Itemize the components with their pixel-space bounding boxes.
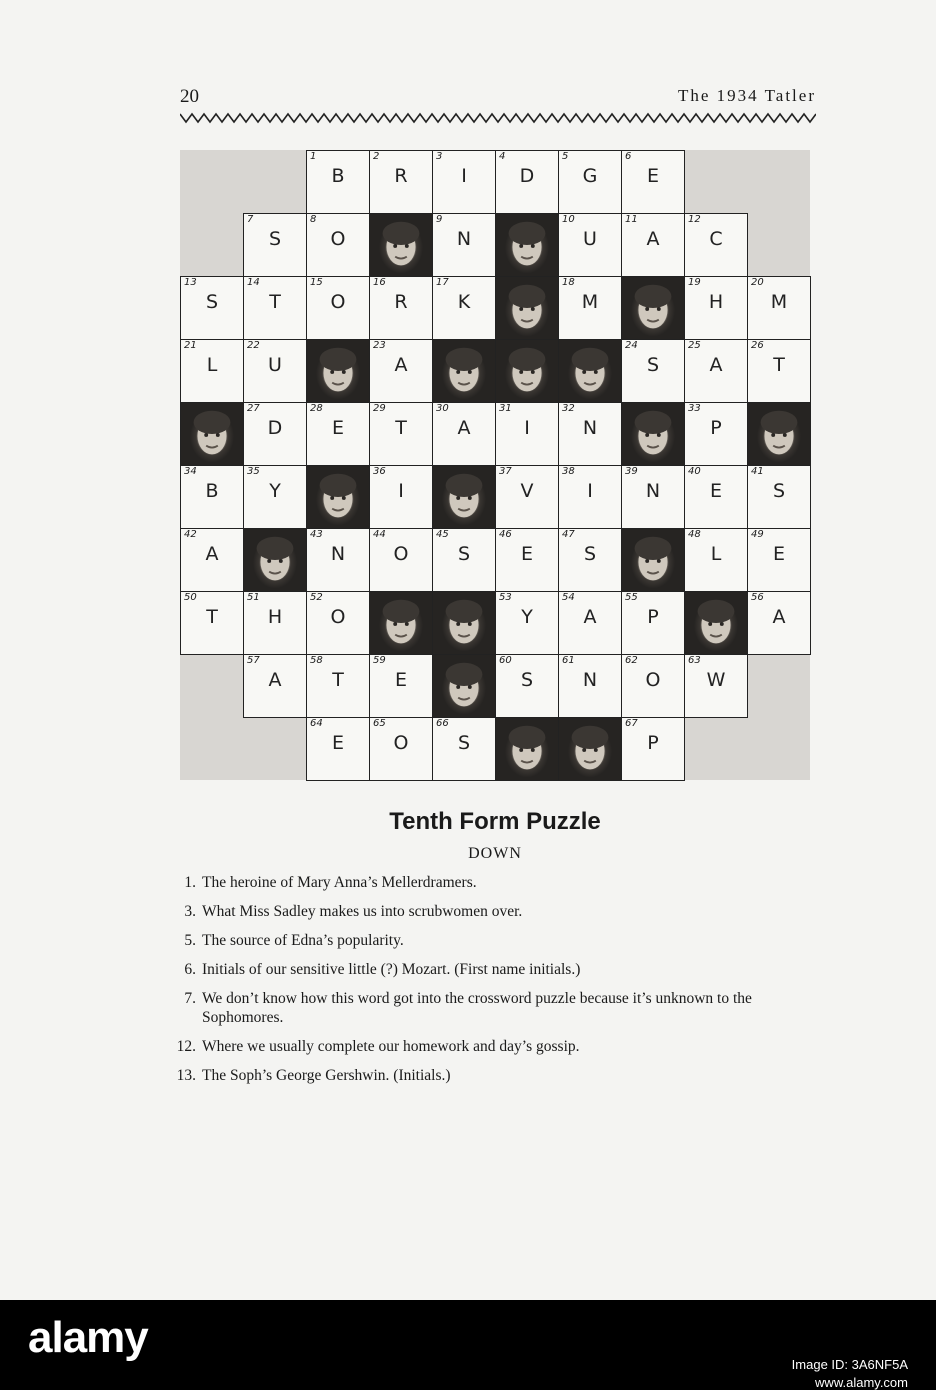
portrait-photo [432, 465, 496, 529]
portrait-photo [432, 339, 496, 403]
crossword-cell [180, 528, 244, 592]
crossword-cell [369, 339, 433, 403]
cell-number: 59 [373, 655, 386, 666]
cell-number: 15 [310, 277, 323, 288]
portrait-photo [495, 213, 559, 277]
crossword-cell [747, 591, 811, 655]
cell-letter: A [583, 606, 597, 628]
portrait-photo [558, 717, 622, 781]
portrait-photo [306, 465, 370, 529]
crossword-cell [621, 339, 685, 403]
portrait-photo [684, 591, 748, 655]
running-title: The 1934 Tatler [677, 86, 816, 105]
crossword-cell [432, 276, 496, 340]
cell-letter: E [331, 732, 344, 754]
cell-number: 24 [625, 340, 638, 351]
cell-letter: O [330, 291, 346, 313]
portrait-photo [306, 339, 370, 403]
cell-letter: N [582, 669, 598, 691]
cell-letter: S [205, 291, 219, 313]
alamy-logo: alamy [28, 1313, 148, 1362]
portrait-photo [432, 654, 496, 718]
portrait-photo [495, 717, 559, 781]
cell-number: 19 [688, 277, 701, 288]
cell-letter: A [457, 417, 471, 439]
cell-letter: B [205, 480, 219, 502]
crossword-cell [621, 465, 685, 529]
clue-number: 5. [184, 932, 196, 949]
crossword-cell [243, 465, 307, 529]
crossword-cell [747, 528, 811, 592]
cell-letter: S [457, 732, 471, 754]
cell-number: 6 [625, 151, 632, 162]
cell-letter: R [394, 291, 408, 313]
crossword-cell [495, 591, 559, 655]
cell-letter: I [587, 480, 593, 502]
cell-letter: W [706, 669, 726, 691]
crossword-cell [558, 528, 622, 592]
cell-letter: M [581, 291, 599, 313]
cell-letter: K [457, 291, 471, 313]
crossword-cell [243, 213, 307, 277]
crossword-cell [684, 654, 748, 718]
cell-letter: O [393, 543, 409, 565]
crossword-cell [369, 654, 433, 718]
site-url: www.alamy.com [815, 1375, 908, 1390]
cell-number: 47 [562, 529, 575, 540]
portrait-photo [369, 213, 433, 277]
crossword-cell [747, 339, 811, 403]
cell-letter: E [646, 165, 659, 187]
cell-number: 29 [373, 403, 386, 414]
cell-number: 61 [562, 655, 575, 666]
portrait-photo [558, 339, 622, 403]
cell-letter: P [710, 417, 722, 439]
cell-letter: Y [269, 480, 281, 502]
clue-item [172, 1066, 820, 1085]
cell-letter: E [331, 417, 344, 439]
cell-letter: S [772, 480, 786, 502]
cell-number: 62 [625, 655, 638, 666]
crossword-cell [495, 465, 559, 529]
cell-number: 45 [436, 529, 449, 540]
crossword-cell [369, 528, 433, 592]
cell-letter: O [393, 732, 409, 754]
clue-item [172, 931, 820, 950]
crossword-cell [747, 276, 811, 340]
cell-number: 21 [184, 340, 197, 351]
crossword-cell [558, 654, 622, 718]
crossword-cell [432, 213, 496, 277]
cell-letter: A [646, 228, 660, 250]
crossword-cell [495, 528, 559, 592]
decorative-zigzag-rule [180, 112, 816, 124]
cell-number: 23 [373, 340, 386, 351]
crossword-cell [306, 213, 370, 277]
cell-number: 7 [247, 214, 254, 225]
clue-number: 1. [184, 874, 196, 891]
crossword-cell [243, 402, 307, 466]
cell-number: 14 [247, 277, 260, 288]
cell-number: 60 [499, 655, 512, 666]
cell-letter: A [709, 354, 723, 376]
cell-letter: N [456, 228, 472, 250]
cell-letter: A [205, 543, 219, 565]
cell-letter: N [582, 417, 598, 439]
cell-number: 58 [310, 655, 323, 666]
cell-letter: O [330, 606, 346, 628]
crossword-cell [558, 150, 622, 214]
crossword-cell [558, 591, 622, 655]
crossword-cell [243, 339, 307, 403]
portrait-photo [369, 591, 433, 655]
cell-letter: M [770, 291, 788, 313]
clues-section-heading: DOWN [468, 845, 522, 862]
crossword-cell [243, 276, 307, 340]
cell-letter: C [709, 228, 723, 250]
cell-letter: N [645, 480, 661, 502]
clue-number: 7. [184, 990, 196, 1007]
cell-number: 50 [184, 592, 197, 603]
cell-number: 27 [247, 403, 260, 414]
portrait-photo [180, 402, 244, 466]
clue-text: What Miss Sadley makes us into scrubwomen over. [202, 903, 523, 920]
cell-letter: H [267, 606, 283, 628]
cell-number: 5 [562, 151, 569, 162]
crossword-cell [243, 591, 307, 655]
crossword-cell [243, 654, 307, 718]
cell-number: 17 [436, 277, 449, 288]
crossword-cell [684, 528, 748, 592]
cell-number: 48 [688, 529, 701, 540]
cell-number: 18 [562, 277, 575, 288]
portrait-photo [747, 402, 811, 466]
portrait-photo [495, 339, 559, 403]
cell-letter: E [520, 543, 533, 565]
cell-number: 41 [751, 466, 764, 477]
cell-letter: D [519, 165, 535, 187]
crossword-cell [684, 213, 748, 277]
crossword-cell [495, 402, 559, 466]
cell-number: 13 [184, 277, 197, 288]
crossword-cell [369, 150, 433, 214]
crossword-cell [621, 150, 685, 214]
cell-number: 22 [247, 340, 260, 351]
crossword-cell [369, 276, 433, 340]
cell-letter: S [457, 543, 471, 565]
cell-number: 31 [499, 403, 512, 414]
crossword-cell [558, 213, 622, 277]
crossword-grid [180, 150, 810, 780]
clue-text: The source of Edna’s popularity. [202, 932, 404, 949]
crossword-cell [558, 465, 622, 529]
clue-text: Initials of our sensitive little (?) Mozart. (First name initials.) [202, 961, 581, 978]
cell-number: 1 [310, 151, 317, 162]
cell-number: 64 [310, 718, 323, 729]
cell-letter: T [269, 291, 281, 313]
crossword-cell [306, 150, 370, 214]
cell-letter: I [398, 480, 404, 502]
cell-number: 10 [562, 214, 575, 225]
crossword-cell [432, 717, 496, 781]
cell-number: 9 [436, 214, 443, 225]
crossword-cell [495, 150, 559, 214]
cell-letter: S [268, 228, 282, 250]
clue-item [172, 960, 820, 979]
crossword-cell [180, 465, 244, 529]
cell-letter: V [520, 480, 534, 502]
cell-number: 44 [373, 529, 386, 540]
cell-number: 63 [688, 655, 701, 666]
cell-number: 51 [247, 592, 260, 603]
cell-letter: S [520, 669, 534, 691]
image-meta [792, 1356, 908, 1392]
crossword-cell [432, 402, 496, 466]
clue-item [172, 1037, 820, 1056]
crossword-cell [180, 276, 244, 340]
crossword-cell [306, 654, 370, 718]
cell-letter: L [206, 354, 218, 376]
crossword-cell [621, 591, 685, 655]
cell-letter: O [330, 228, 346, 250]
cell-letter: D [267, 417, 283, 439]
cell-number: 16 [373, 277, 386, 288]
crossword-cell [684, 276, 748, 340]
cell-number: 39 [625, 466, 638, 477]
cell-letter: U [268, 354, 282, 376]
cell-number: 30 [436, 403, 449, 414]
cell-letter: B [331, 165, 345, 187]
cell-number: 20 [751, 277, 764, 288]
crossword-cell [369, 465, 433, 529]
portrait-photo [621, 402, 685, 466]
cell-letter: T [332, 669, 344, 691]
cell-letter: P [647, 606, 659, 628]
cell-number: 36 [373, 466, 386, 477]
crossword-cell [621, 654, 685, 718]
cell-number: 53 [499, 592, 512, 603]
cell-number: 8 [310, 214, 317, 225]
crossword-cell [558, 402, 622, 466]
portrait-photo [495, 276, 559, 340]
cell-letter: S [646, 354, 660, 376]
cell-number: 40 [688, 466, 701, 477]
cell-number: 12 [688, 214, 701, 225]
crossword-cell [747, 465, 811, 529]
cell-number: 34 [184, 466, 197, 477]
cell-number: 4 [499, 151, 506, 162]
cell-number: 42 [184, 529, 197, 540]
crossword-cell [306, 528, 370, 592]
crossword-cell [306, 402, 370, 466]
clue-text: We don’t know how this word got into the crossword puzzle because it’s unknown to the Sophomores. [202, 990, 752, 1026]
cell-number: 35 [247, 466, 260, 477]
cell-letter: E [772, 543, 785, 565]
cell-letter: E [709, 480, 722, 502]
cell-letter: U [583, 228, 597, 250]
clue-number: 12. [176, 1038, 196, 1055]
crossword-cell [369, 717, 433, 781]
cell-letter: G [582, 165, 598, 187]
portrait-photo [432, 591, 496, 655]
cell-letter: R [394, 165, 408, 187]
cell-number: 38 [562, 466, 575, 477]
cell-letter: A [772, 606, 786, 628]
cell-number: 32 [562, 403, 575, 414]
cell-number: 54 [562, 592, 575, 603]
cell-number: 57 [247, 655, 260, 666]
crossword-cell [306, 591, 370, 655]
crossword-cell [306, 717, 370, 781]
portrait-photo [621, 528, 685, 592]
clue-list [172, 873, 820, 1095]
cell-letter: I [461, 165, 467, 187]
cell-letter: P [647, 732, 659, 754]
clue-text: The heroine of Mary Anna’s Mellerdramers. [202, 874, 477, 891]
cell-number: 37 [499, 466, 512, 477]
cell-number: 3 [436, 151, 443, 162]
cell-number: 2 [373, 151, 380, 162]
cell-letter: L [710, 543, 722, 565]
cell-letter: I [524, 417, 530, 439]
cell-number: 55 [625, 592, 638, 603]
crossword-cell [684, 339, 748, 403]
cell-number: 26 [751, 340, 764, 351]
crossword-cell [558, 276, 622, 340]
cell-number: 11 [625, 214, 638, 225]
clue-number: 3. [184, 903, 196, 920]
image-id: Image ID: 3A6NF5A [791, 1357, 908, 1372]
page-number: 20 [180, 86, 199, 107]
cell-letter: O [645, 669, 661, 691]
crossword-cell [432, 528, 496, 592]
crossword-cell [495, 654, 559, 718]
cell-letter: T [395, 417, 407, 439]
cell-letter: H [708, 291, 724, 313]
cell-number: 52 [310, 592, 323, 603]
clue-item [172, 873, 820, 892]
clue-number: 13. [176, 1067, 196, 1084]
crossword-cell [180, 339, 244, 403]
cell-number: 49 [751, 529, 764, 540]
crossword-cell [621, 717, 685, 781]
puzzle-title: Tenth Form Puzzle [389, 808, 601, 835]
cell-letter: T [773, 354, 785, 376]
crossword-cell [369, 402, 433, 466]
clue-item [172, 902, 820, 921]
cell-number: 65 [373, 718, 386, 729]
clue-number: 6. [184, 961, 196, 978]
cell-letter: Y [521, 606, 533, 628]
crossword-cell [684, 402, 748, 466]
clue-text: Where we usually complete our homework and day’s gossip. [202, 1038, 580, 1055]
portrait-photo [621, 276, 685, 340]
cell-letter: T [206, 606, 218, 628]
cell-letter: E [394, 669, 407, 691]
clue-item [172, 989, 820, 1027]
portrait-photo [243, 528, 307, 592]
cell-number: 67 [625, 718, 638, 729]
crossword-cell [306, 276, 370, 340]
clue-text: The Soph’s George Gershwin. (Initials.) [202, 1067, 451, 1084]
cell-number: 33 [688, 403, 701, 414]
crossword-cell [684, 465, 748, 529]
cell-number: 56 [751, 592, 764, 603]
cell-number: 66 [436, 718, 449, 729]
cell-letter: N [330, 543, 346, 565]
cell-letter: S [583, 543, 597, 565]
cell-number: 25 [688, 340, 701, 351]
crossword-cell [621, 213, 685, 277]
cell-number: 43 [310, 529, 323, 540]
cell-number: 46 [499, 529, 512, 540]
crossword-cell [180, 591, 244, 655]
cell-letter: A [394, 354, 408, 376]
crossword-cell [432, 150, 496, 214]
cell-letter: A [268, 669, 282, 691]
cell-number: 28 [310, 403, 323, 414]
